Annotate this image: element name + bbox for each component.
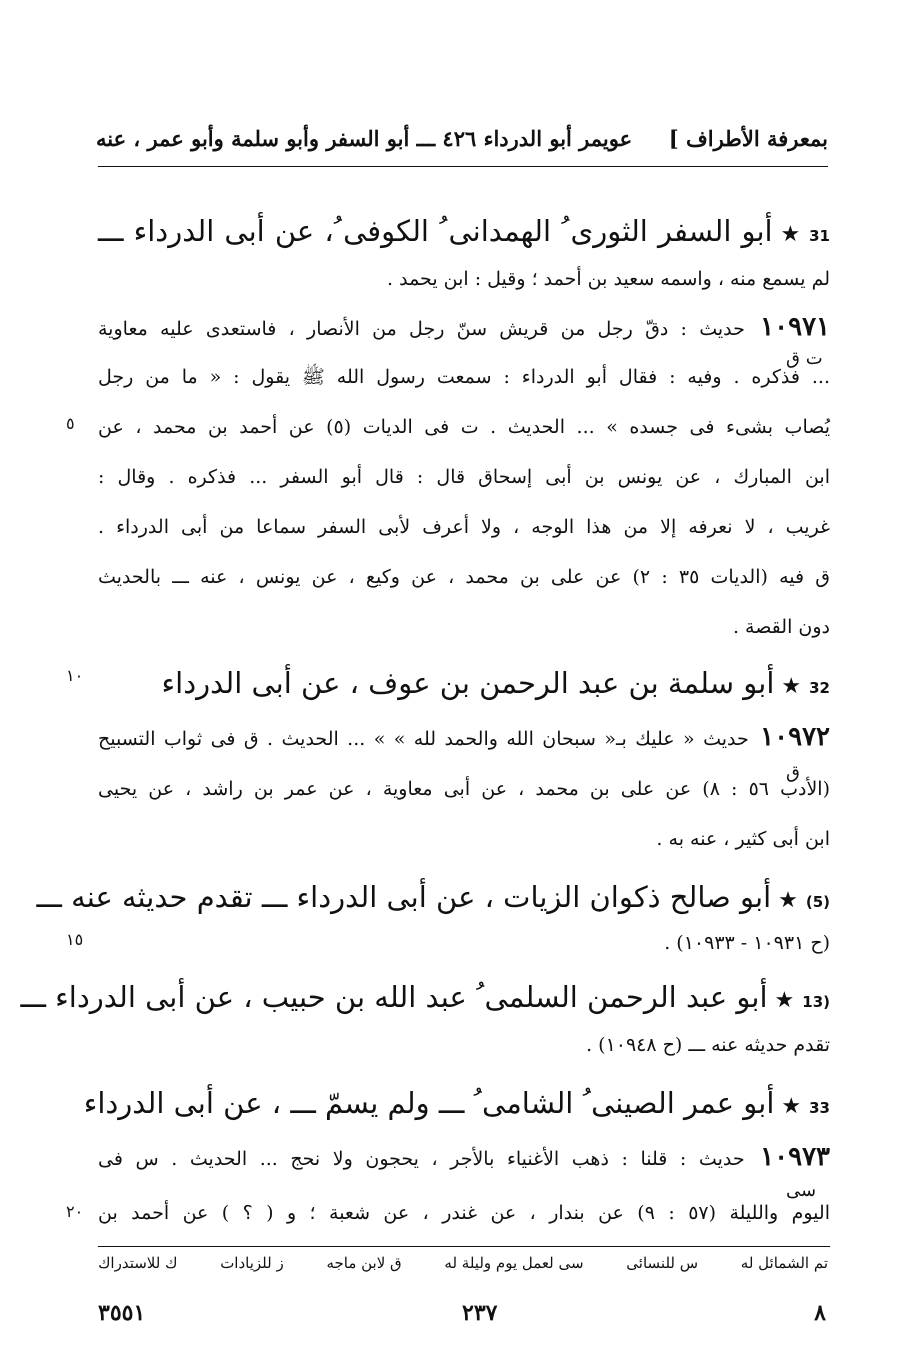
text-line: ... فذكره . وفيه : فقال أبو الدرداء : سمعت رسول الله ﷺ يقول : « ما من رجل <box>98 366 830 388</box>
line-number: ٢٠ <box>66 1202 84 1221</box>
legend-item: سى لعمل يوم وليلة له <box>444 1254 584 1272</box>
text-line: اليوم والليلة (٥٧ : ٩) عن بندار ، عن غندر ، عن شعبة ؛ و ( ؟ ) عن أحمد بن <box>98 1202 830 1224</box>
legend-item: تم الشمائل له <box>740 1254 828 1272</box>
entry-heading <box>83 1080 830 1131</box>
footer-rule <box>98 1246 830 1247</box>
text-line: ق فيه (الديات ٣٥ : ٢) عن على بن محمد ، عن وكيع ، عن يونس ، عنه ـــ بالحديث <box>98 566 830 588</box>
text-line: غريب ، لا نعرفه إلا من هذا الوجه ، ولا أعرف لأبى السفر سماعا من أبى الدرداء . <box>98 516 830 538</box>
running-head-right: بمعرفة الأطراف ] <box>668 125 828 151</box>
running-head <box>96 118 828 158</box>
hadith-number: ١٠٩٧٣ <box>744 1142 830 1172</box>
hadith-text: حديث « عليك بـ« سبحان الله والحمد لله » » ... الحديث . ق فى ثواب التسبيح <box>98 728 749 750</box>
entry-heading-text: أبو عبد الرحمن السلمى ُ عبد الله بن حبيب ، عن أبى الدرداء ـــ <box>20 980 768 1014</box>
entry-number: 32 <box>809 679 830 697</box>
entry-heading-text: أبو سلمة بن عبد الرحمن بن عوف ، عن أبى الدرداء <box>161 666 775 700</box>
entry-heading-text: أبو عمر الصينى ُ الشامى ُ ـــ ولم يسمّ ـــ ، عن أبى الدرداء <box>83 1086 775 1120</box>
entry-heading <box>36 874 830 925</box>
margin-siglum: سى <box>786 1180 817 1201</box>
margin-siglum: ت ق <box>786 348 823 369</box>
hadith-text: حديث : دقّ رجل من قريش سنّ رجل من الأنصار ، فاستعدى عليه معاوية <box>98 318 745 340</box>
text-line: (الأدب ٥٦ : ٨) عن على بن محمد ، عن أبى معاوية ، عن عمر بن راشد ، عن يحيى <box>98 778 830 800</box>
sigla-legend <box>98 1254 828 1272</box>
page-number-left: ٣٥٥١ <box>98 1300 146 1326</box>
hadith-number: ١٠٩٧٢ <box>748 722 830 752</box>
text-line: ابن المبارك ، عن يونس بن أبى إسحاق قال : قال أبو السفر ... فذكره . وقال : <box>98 466 830 488</box>
text-line: يُصاب بشىء فى جسده » ... الحديث . ت فى الديات (٥) عن أحمد بن محمد ، عن <box>98 416 830 438</box>
star-icon: ★ <box>774 1094 802 1119</box>
margin-siglum: ق <box>786 762 800 783</box>
entry-number: 13) <box>802 993 830 1011</box>
entry-number: 31 <box>809 227 830 245</box>
text-line: تقدم حديثه عنه ـــ (ح ١٠٩٤٨) . <box>586 1034 830 1056</box>
legend-item: ز للزيادات <box>220 1254 284 1272</box>
hadith-text: حديث : قلنا : ذهب الأغنياء بالأجر ، يحجون ولا نحج ... الحديث . س فى <box>98 1148 745 1170</box>
entry-heading <box>98 208 830 259</box>
line-number: ١٥ <box>66 930 84 949</box>
page-number-center: ٢٣٧ <box>462 1300 498 1326</box>
entry-heading <box>20 974 830 1025</box>
entry-heading-text: أبو صالح ذكوان الزيات ، عن أبى الدرداء ـــ تقدم حديثه عنه ـــ <box>36 880 772 914</box>
hadith-line <box>98 310 830 346</box>
entry-heading <box>98 660 830 711</box>
star-icon: ★ <box>767 988 795 1013</box>
star-icon: ★ <box>774 674 802 699</box>
entry-number: 33 <box>809 1099 830 1117</box>
entry-number: (5) <box>805 893 830 911</box>
page-number-right: ٨ <box>814 1300 826 1326</box>
header-rule <box>98 166 828 167</box>
line-number: ٥ <box>66 414 75 433</box>
text-line: لم يسمع منه ، واسمه سعيد بن أحمد ؛ وقيل : ابن يحمد . <box>387 268 830 290</box>
text-line: دون القصة . <box>732 616 830 638</box>
legend-item: ك للاستدراك <box>98 1254 178 1272</box>
entry-heading-text: أبو السفر الثورى ُ الهمدانى ُ الكوفى ُ، عن أبى الدرداء ـــ <box>98 214 773 248</box>
hadith-number: ١٠٩٧١ <box>744 312 830 342</box>
text-line: (ح ١٠٩٣١ - ١٠٩٣٣) . <box>664 932 830 954</box>
hadith-line <box>98 1140 830 1176</box>
star-icon: ★ <box>771 888 798 913</box>
legend-item: ق لابن ماجه <box>326 1254 402 1272</box>
legend-item: س للنسائى <box>626 1254 699 1272</box>
hadith-line <box>98 720 830 756</box>
running-head-left: عويمر أبو الدرداء ٤٢٦ ـــ أبو السفر وأبو سلمة وأبو عمر ، عنه <box>96 125 633 151</box>
text-line: ابن أبى كثير ، عنه به . <box>656 828 830 850</box>
page-numbers <box>98 1300 826 1326</box>
star-icon: ★ <box>772 222 802 247</box>
line-number: ١٠ <box>66 666 84 685</box>
